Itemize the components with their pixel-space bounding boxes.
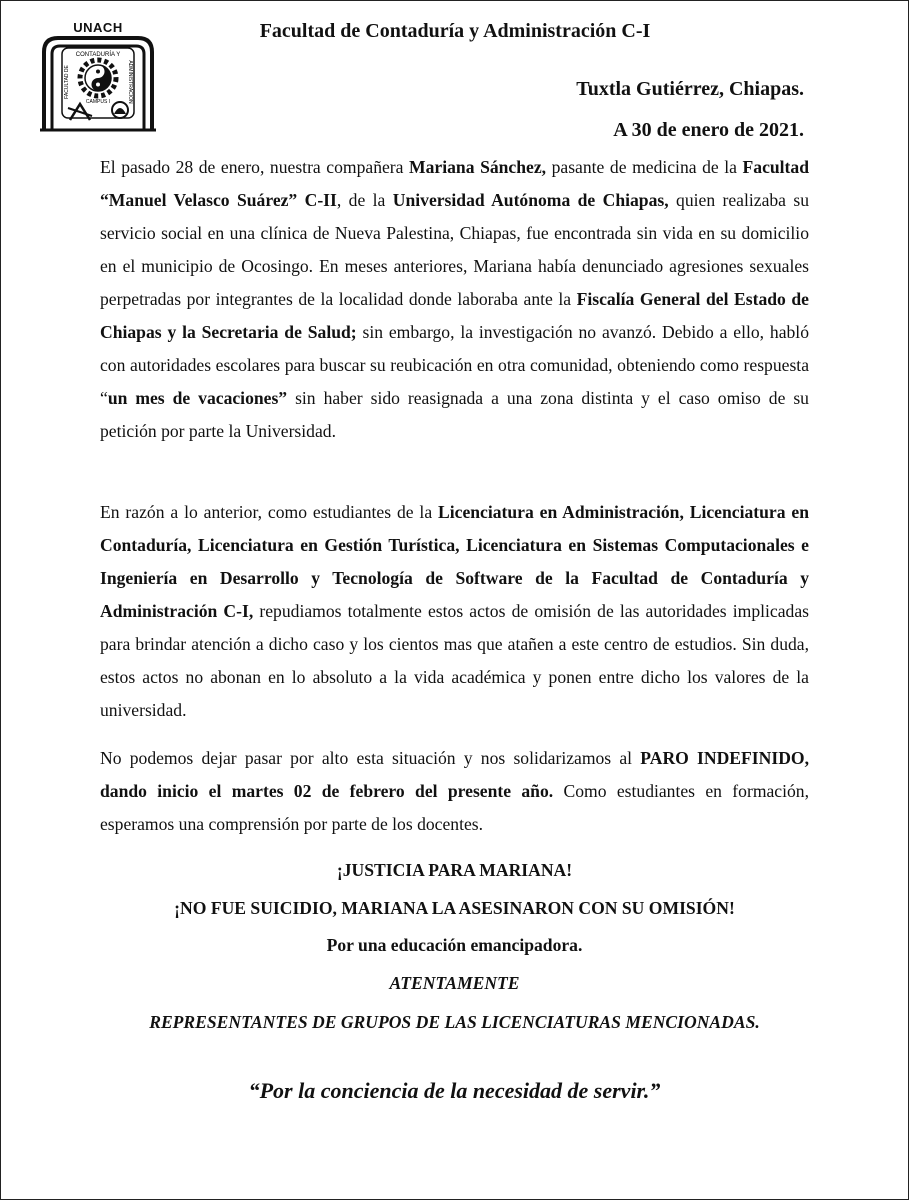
closing-omission-line: ¡NO FUE SUICIDIO, MARIANA LA ASESINARON CON SU OMISIÓN!: [174, 898, 735, 918]
document-header-title: Facultad de Contaduría y Administración C-I: [259, 20, 651, 42]
closing-education-line: Por una educación emancipadora.: [326, 935, 583, 955]
paragraph-3: No podemos dejar pasar por alto esta situación y nos solidarizamos al PARO INDEFINIDO, dando inicio el martes 02 de febrero del presente año. Como estudiantes en formación, esperamos una comprensión por parte de los docentes.: [100, 748, 809, 834]
logo-inner-top-text: CONTADURÍA Y: [75, 52, 121, 58]
logo-inner-left-text: FACULTAD DE: [64, 65, 70, 99]
logo-inner-bottom-text: CAMPUS I: [85, 99, 111, 105]
closing-signoff: ATENTAMENTE: [389, 973, 520, 993]
unach-logo: [40, 20, 156, 132]
paragraph-2: En razón a lo anterior, como estudiantes de la Licenciatura en Administración, Licenciatura en Contaduría, Licenciatura en Gestión Turística, Licenciatura en Sistemas Computacionales e Ingeniería en Desarrollo y Tecnología de Software de la Facultad de Contaduría y Administración C-I, repudiamos totalmente estos actos de omisión de las autoridades implicadas para brindar atención a dicho caso y los cientos mas que atañen a este centro de estudios. Sin duda, estos actos no abonan en lo absoluto a la vida académica y ponen entre dicho los valores de la universidad.: [100, 502, 809, 720]
institution-motto: “Por la conciencia de la necesidad de servir.”: [248, 1078, 661, 1103]
document-place: Tuxtla Gutiérrez, Chiapas.: [576, 78, 804, 100]
logo-brand-text: UNACH: [73, 20, 123, 35]
closing-justice-line: ¡JUSTICIA PARA MARIANA!: [336, 860, 573, 880]
faculty-seal-icon: [40, 34, 156, 132]
closing-signatories: REPRESENTANTES DE GRUPOS DE LAS LICENCIATURAS MENCIONADAS.: [149, 1012, 760, 1032]
paragraph-1: El pasado 28 de enero, nuestra compañera Mariana Sánchez, pasante de medicina de la Facultad “Manuel Velasco Suárez” C-II, de la Universidad Autónoma de Chiapas, quien realizaba su servicio social en una clínica de Nueva Palestina, Chiapas, fue encontrada sin vida en su domicilio en el municipio de Ocosingo. En meses anteriores, Mariana había denunciado agresiones sexuales perpetradas por integrantes de la localidad donde laboraba ante la Fiscalía General del Estado de Chiapas y la Secretaria de Salud; sin embargo, la investigación no avanzó. Debido a ello, habló con autoridades escolares para buscar su reubicación en otra comunidad, obteniendo como respuesta “un mes de vacaciones” sin haber sido reasignada a una zona distinta y el caso omiso de su petición por parte la Universidad.: [100, 157, 810, 441]
document-date: A 30 de enero de 2021.: [613, 119, 804, 141]
logo-inner-right-text: ADMINISTRACIÓN: [127, 60, 133, 104]
